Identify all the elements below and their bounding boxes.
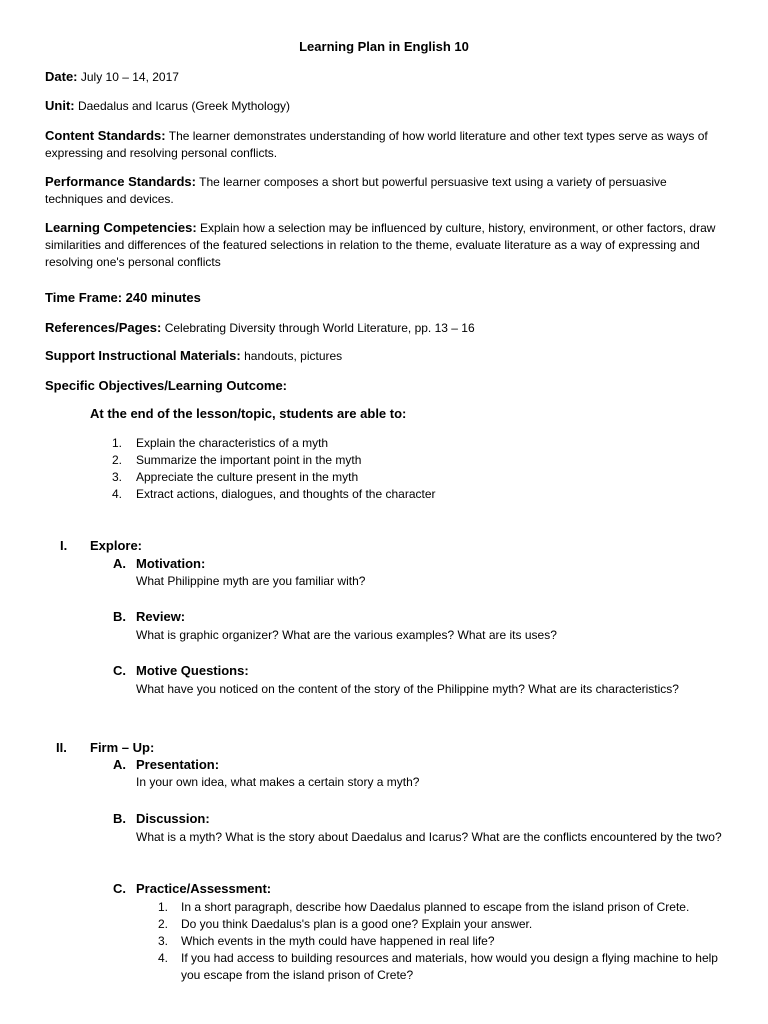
subsection-letter: C. <box>113 663 126 678</box>
time-frame-label: Time Frame: 240 minutes <box>45 290 201 305</box>
list-text: Which events in the myth could have happened in real life? <box>181 934 495 948</box>
list-item <box>112 469 436 486</box>
section-explore-heading <box>60 538 142 553</box>
list-number: 1. <box>158 900 169 914</box>
objectives-label: Specific Objectives/Learning Outcome: <box>45 378 288 393</box>
list-item <box>112 452 436 469</box>
list-text: In a short paragraph, describe how Daedalus planned to escape from the island prison of Crete. <box>181 900 690 914</box>
practice-assessment-list <box>158 899 728 984</box>
motivation-heading <box>113 556 205 571</box>
materials-line <box>45 347 725 365</box>
subsection-letter: C. <box>113 881 126 896</box>
unit-line <box>45 97 725 115</box>
discussion-text: What is a myth? What is the story about Daedalus and Icarus? What are the conflicts encountered by the two? <box>136 830 722 844</box>
learning-competencies-value: Explain how a selection may be influenced by culture, history, environment, or other factors, draw similarities and differences of the featured selections in relation to the theme, evaluate literature as a way of expressing and resolving one's personal conflicts <box>45 221 716 269</box>
objectives-intro: At the end of the lesson/topic, students are able to: <box>90 406 407 421</box>
content-standards-value: The learner demonstrates understanding of how world literature and other text types serve as ways of expressing and resolving personal conflicts. <box>45 129 708 160</box>
unit-label: Unit: <box>45 98 75 113</box>
references-value: Celebrating Diversity through World Literature, pp. 13 – 16 <box>164 321 475 335</box>
list-item <box>112 435 436 452</box>
list-item <box>158 950 728 984</box>
subsection-letter: B. <box>113 811 126 826</box>
performance-standards-value: The learner composes a short but powerful persuasive text using a variety of persuasive techniques and devices. <box>45 175 667 206</box>
list-number: 2. <box>112 453 123 467</box>
list-number: 2. <box>158 917 169 931</box>
materials-label: Support Instructional Materials: <box>45 348 241 363</box>
performance-standards <box>45 173 725 208</box>
subsection-letter: A. <box>113 757 126 772</box>
subsection-label: Practice/Assessment: <box>136 881 272 896</box>
list-number: 4. <box>158 951 169 965</box>
section-numeral: I. <box>60 538 68 553</box>
date-label: Date: <box>45 69 78 84</box>
discussion-heading <box>113 811 210 826</box>
list-number: 4. <box>112 487 123 501</box>
subsection-letter: A. <box>113 556 126 571</box>
materials-value: handouts, pictures <box>244 349 343 363</box>
list-text: Extract actions, dialogues, and thoughts of the character <box>136 487 436 501</box>
unit-value: Daedalus and Icarus (Greek Mythology) <box>77 99 291 113</box>
list-text: Do you think Daedalus's plan is a good one? Explain your answer. <box>181 917 533 931</box>
list-item <box>158 916 728 933</box>
subsection-letter: B. <box>113 609 126 624</box>
section-numeral: II. <box>56 740 67 755</box>
list-text: Explain the characteristics of a myth <box>136 436 329 450</box>
presentation-heading <box>113 757 219 772</box>
motivation-text: What Philippine myth are you familiar with? <box>136 574 366 588</box>
motive-questions-text: What have you noticed on the content of the story of the Philippine myth? What are its characteristics? <box>136 682 679 696</box>
practice-assessment-heading <box>113 881 271 896</box>
performance-standards-label: Performance Standards: <box>45 174 196 189</box>
content-standards-label: Content Standards: <box>45 128 166 143</box>
references-line <box>45 319 725 337</box>
review-text: What is graphic organizer? What are the various examples? What are its uses? <box>136 628 557 642</box>
references-label: References/Pages: <box>45 320 162 335</box>
date-value: July 10 – 14, 2017 <box>80 70 179 84</box>
learning-competencies <box>45 219 725 271</box>
presentation-text: In your own idea, what makes a certain story a myth? <box>136 775 420 789</box>
subsection-label: Review: <box>136 609 186 624</box>
motive-questions-heading <box>113 663 249 678</box>
content-standards <box>45 127 725 162</box>
list-number: 3. <box>158 934 169 948</box>
time-frame <box>45 289 725 307</box>
subsection-label: Presentation: <box>136 757 220 772</box>
list-number: 1. <box>112 436 123 450</box>
objectives-list <box>112 435 436 503</box>
list-item <box>112 486 436 503</box>
list-text: Summarize the important point in the myth <box>136 453 362 467</box>
list-text: If you had access to building resources and materials, how would you design a flying machine to help you escape from the island prison of Crete? <box>181 951 718 982</box>
objectives-heading <box>45 377 725 395</box>
subsection-label: Motive Questions: <box>136 663 249 678</box>
subsection-label: Discussion: <box>136 811 210 826</box>
date-line <box>45 68 725 86</box>
list-item <box>158 933 728 950</box>
list-text: Appreciate the culture present in the myth <box>136 470 359 484</box>
learning-competencies-label: Learning Competencies: <box>45 220 197 235</box>
list-item <box>158 899 728 916</box>
section-label: Firm – Up: <box>90 740 155 755</box>
subsection-label: Motivation: <box>136 556 206 571</box>
list-number: 3. <box>112 470 123 484</box>
section-firmup-heading <box>56 740 154 755</box>
document-title: Learning Plan in English 10 <box>299 39 469 54</box>
section-label: Explore: <box>90 538 143 553</box>
review-heading <box>113 609 185 624</box>
